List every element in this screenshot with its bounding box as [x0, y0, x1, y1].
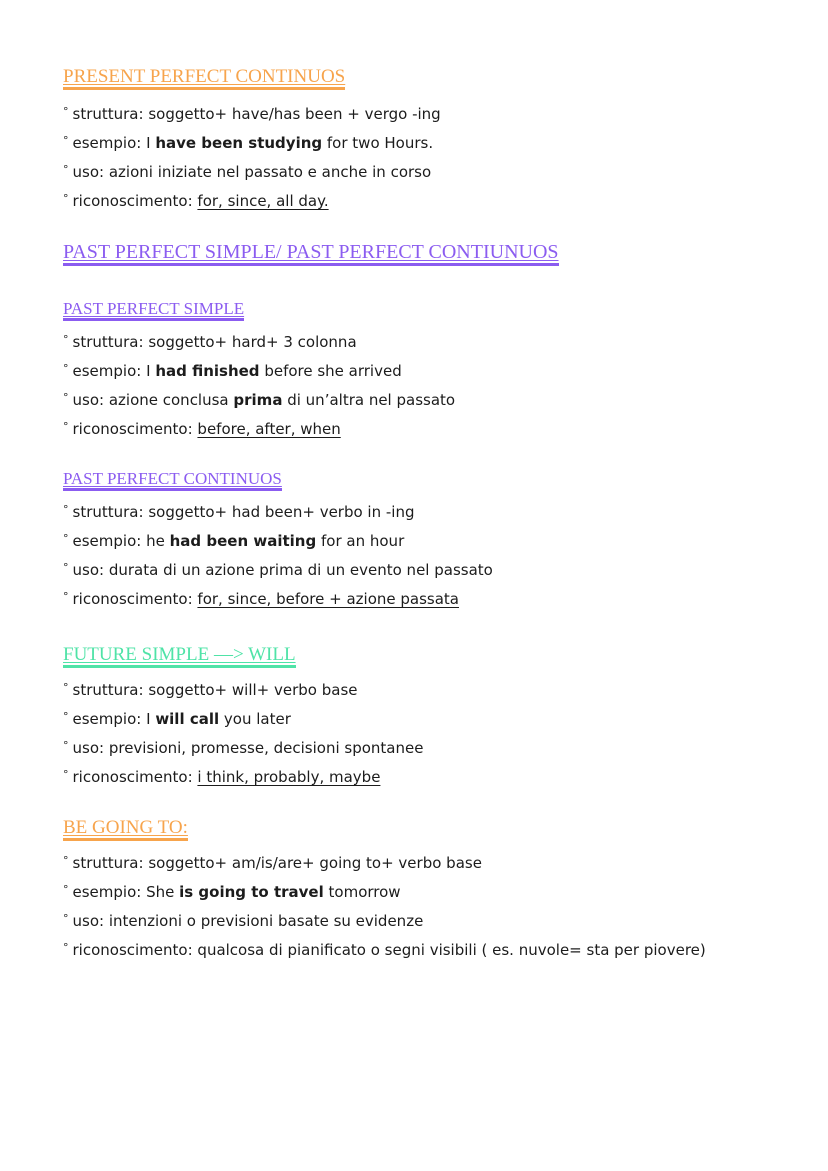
uso-text: durata di un azione prima di un evento nel passato [108, 561, 493, 579]
future-simple-riconoscimento [63, 765, 380, 787]
past-perfect-simple-struttura [63, 330, 357, 352]
uso-label: uso: [72, 163, 105, 181]
present-perfect-continuous-esempio [63, 131, 433, 153]
struttura-label: struttura: [72, 854, 144, 872]
esempio-pre: I [146, 362, 151, 380]
esempio-label: esempio: [72, 883, 142, 901]
esempio-bold: had finished [155, 362, 260, 380]
riconoscimento-label: riconoscimento: [72, 192, 193, 210]
past-perfect-group-title: PAST PERFECT SIMPLE/ PAST PERFECT CONTIUNUOS [63, 242, 559, 266]
past-perfect-continuous-uso [63, 558, 493, 580]
future-simple-struttura [63, 678, 358, 700]
bullet-degree: ° [63, 333, 69, 346]
bullet-degree: ° [63, 105, 69, 118]
riconoscimento-text: qualcosa di pianificato o segni visibili ( es. nuvole= sta per piovere) [197, 941, 706, 959]
esempio-post: tomorrow [328, 883, 401, 901]
esempio-pre: he [146, 532, 165, 550]
bullet-degree: ° [63, 503, 69, 516]
riconoscimento-text: for, since, all day. [197, 192, 329, 210]
riconoscimento-label: riconoscimento: [72, 590, 193, 608]
esempio-pre: I [146, 710, 151, 728]
bullet-degree: ° [63, 941, 69, 954]
esempio-pre: She [146, 883, 175, 901]
present-perfect-continuous-riconoscimento [63, 189, 329, 211]
past-perfect-simple-uso [63, 388, 455, 410]
future-simple-esempio [63, 707, 291, 729]
riconoscimento-label: riconoscimento: [72, 420, 193, 438]
esempio-bold: is going to travel [179, 883, 324, 901]
bullet-degree: ° [63, 710, 69, 723]
esempio-post: for an hour [321, 532, 405, 550]
bullet-degree: ° [63, 420, 69, 433]
bullet-degree: ° [63, 590, 69, 603]
past-perfect-continuous-riconoscimento [63, 587, 459, 609]
past-perfect-simple-title: PAST PERFECT SIMPLE [63, 300, 244, 321]
be-going-to-uso [63, 909, 423, 931]
struttura-label: struttura: [72, 105, 144, 123]
present-perfect-continuous-uso [63, 160, 431, 182]
bullet-degree: ° [63, 561, 69, 574]
bullet-degree: ° [63, 768, 69, 781]
esempio-label: esempio: [72, 362, 142, 380]
uso-post: di un’altra nel passato [287, 391, 456, 409]
past-perfect-continuous-esempio [63, 529, 404, 551]
riconoscimento-label: riconoscimento: [72, 768, 193, 786]
bullet-degree: ° [63, 163, 69, 176]
struttura-label: struttura: [72, 681, 144, 699]
esempio-bold: will call [155, 710, 220, 728]
bullet-degree: ° [63, 883, 69, 896]
struttura-text: soggetto+ am/is/are+ going to+ verbo base [148, 854, 482, 872]
esempio-label: esempio: [72, 710, 142, 728]
future-simple-heading [63, 645, 296, 671]
bullet-degree: ° [63, 192, 69, 205]
riconoscimento-label: riconoscimento: [72, 941, 193, 959]
uso-label: uso: [72, 739, 105, 757]
past-perfect-simple-riconoscimento [63, 417, 341, 439]
bullet-degree: ° [63, 739, 69, 752]
struttura-text: soggetto+ had been+ verbo in -ing [148, 503, 415, 521]
uso-pre: azione conclusa [108, 391, 229, 409]
bullet-degree: ° [63, 854, 69, 867]
bullet-degree: ° [63, 391, 69, 404]
past-perfect-group-heading [63, 242, 559, 269]
esempio-post: for two Hours. [326, 134, 434, 152]
esempio-label: esempio: [72, 532, 142, 550]
uso-bold: prima [233, 391, 283, 409]
esempio-bold: have been studying [155, 134, 323, 152]
present-perfect-continuous-heading [63, 67, 345, 93]
be-going-to-struttura [63, 851, 482, 873]
esempio-post: before she arrived [264, 362, 402, 380]
esempio-label: esempio: [72, 134, 142, 152]
bullet-degree: ° [63, 681, 69, 694]
struttura-label: struttura: [72, 333, 144, 351]
bullet-degree: ° [63, 912, 69, 925]
bullet-degree: ° [63, 532, 69, 545]
struttura-text: soggetto+ will+ verbo base [148, 681, 358, 699]
past-perfect-continuous-heading [63, 470, 282, 494]
riconoscimento-text: for, since, before + azione passata [197, 590, 459, 608]
be-going-to-esempio [63, 880, 401, 902]
uso-label: uso: [72, 561, 105, 579]
past-perfect-continuous-struttura [63, 500, 414, 522]
struttura-label: struttura: [72, 503, 144, 521]
be-going-to-riconoscimento [63, 938, 706, 960]
bullet-degree: ° [63, 362, 69, 375]
esempio-post: you later [223, 710, 291, 728]
future-simple-title: FUTURE SIMPLE —> WILL [63, 645, 296, 668]
uso-label: uso: [72, 912, 105, 930]
uso-label: uso: [72, 391, 105, 409]
past-perfect-simple-heading [63, 300, 244, 324]
future-simple-uso [63, 736, 423, 758]
bullet-degree: ° [63, 134, 69, 147]
be-going-to-title: BE GOING TO: [63, 818, 188, 841]
struttura-text: soggetto+ hard+ 3 colonna [148, 333, 357, 351]
present-perfect-continuous-struttura [63, 102, 441, 124]
past-perfect-continuous-title: PAST PERFECT CONTINUOS [63, 470, 282, 491]
struttura-text: soggetto+ have/has been + vergo -ing [148, 105, 441, 123]
esempio-bold: had been waiting [169, 532, 317, 550]
uso-text: intenzioni o previsioni basate su evidenze [108, 912, 424, 930]
riconoscimento-text: i think, probably, maybe [197, 768, 381, 786]
esempio-pre: I [146, 134, 151, 152]
be-going-to-heading [63, 818, 188, 844]
present-perfect-continuous-title: PRESENT PERFECT CONTINUOS [63, 67, 345, 90]
uso-text: previsioni, promesse, decisioni spontanee [108, 739, 424, 757]
uso-text: azioni iniziate nel passato e anche in corso [108, 163, 432, 181]
riconoscimento-text: before, after, when [197, 420, 341, 438]
past-perfect-simple-esempio [63, 359, 402, 381]
